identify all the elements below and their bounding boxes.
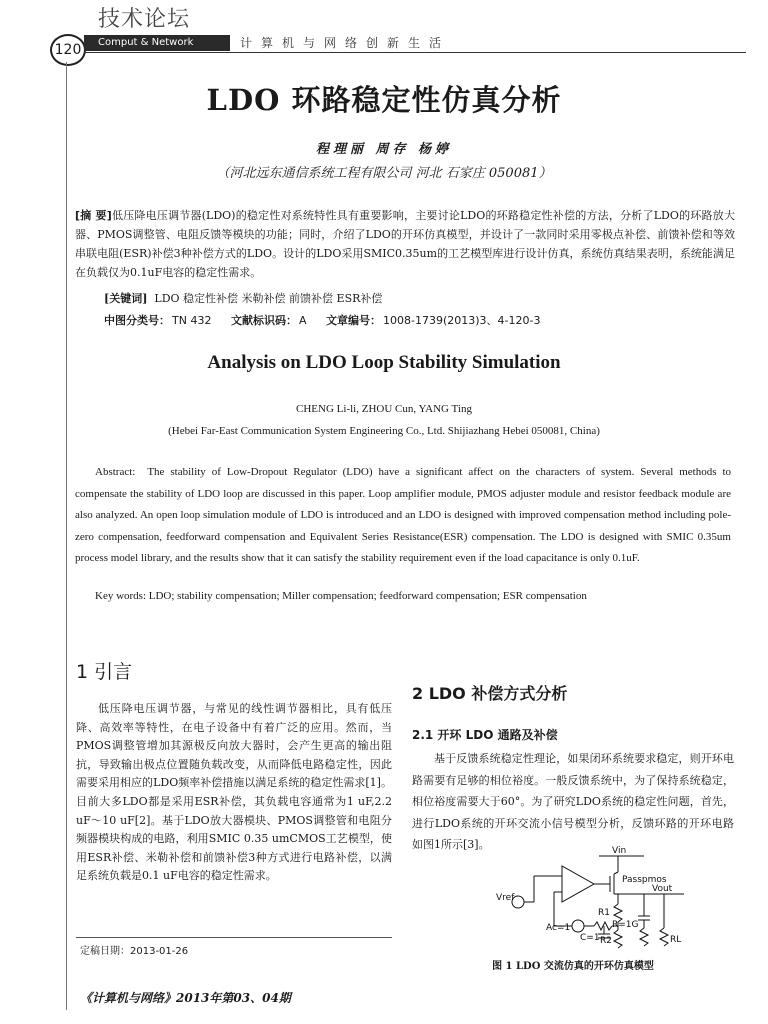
label-passpmos: Passpmos [622, 875, 667, 885]
keywords-english: Key words: LDO; stability compensation; Miller compensation; feedforward compensation; ESR compensation [95, 590, 587, 602]
keywords-chinese [104, 290, 382, 306]
journal-brand-english: Comput & Network [84, 35, 230, 51]
affiliation-english: (Hebei Far-East Communication System Engineering Co., Ltd. Shijiazhang Hebei 050081, China) [168, 425, 600, 437]
section-2-1-paragraph: 基于反馈系统稳定性理论，如果闭环系统要求稳定，则开环电路需要有足够的相位裕度。一般反馈系统中，为了保持系统稳定，相位裕度需要大于60°。为了研究LDO系统的稳定性问题，首先，进行LDO系统的开环交流小信号模型分析，反馈环路的开环电路如图1所示[3]。 [412, 752, 734, 851]
section-1-paragraph: 低压降电压调节器，与常见的线性调节器相比，具有低压降、高效率等特性，在电子设备中有着广泛的应用。然而，当PMOS调整管增加其源极反向放大器时，会产生更高的输出阻抗，导致输出极点位置随负载改变，从而降低电路稳定性，因此需要采用相应的LDO频率补偿措施以满足系统的稳定性需求[1]。目前大多LDO都是采用ESR补偿，其负载电容通常为1 uF,2.2 uF～10 uF[2]。基于LDO放大器模块、PMOS调整管和电阻分频器模块构成的电路，利用SMIC 0.35 umCMOS工艺模型，使用ESR补偿、米勒补偿和前馈补偿3种方式进行电路补偿，以满足系统负载是0.1 uF电容的稳定性需求。 [76, 702, 392, 883]
clc-value: TN 432 [172, 314, 212, 327]
affiliation-chinese: （河北远东通信系统工程有限公司 河北 石家庄 050081） [216, 166, 552, 181]
received-date-footnote: 定稿日期：2013-01-26 [80, 946, 189, 957]
label-vref: Vref [496, 893, 515, 903]
keywords-chinese-text: LDO 稳定性补偿 米勒补偿 前馈补偿 ESR补偿 [154, 292, 383, 305]
article-no-value: 1008-1739(2013)3、4-120-3 [382, 314, 541, 327]
abstract-english-text: The stability of Low-Dropout Regulator (LDO) have a significant affect on the characters of system. Several methods to compensate the stability of LDO loop are discussed in this paper. Loop amplifier module, PMOS adjuster module and resistor feedback module are also analyzed. An open loop simulation module of LDO is introduced and an LDO is designed with improved compensation method including pole-zero compensation, feedforward compensation and Equivalent Series Resistance(ESR) compensation. The LDO is designed with SMIC 0.35um process model library, and the results show that it can satisfy the stability requirement even if the load capacitance is only 0.1uF. [75, 466, 731, 564]
label-r2: R2 [600, 936, 612, 946]
paper-title-english: Analysis on LDO Loop Stability Simulation [207, 352, 561, 373]
label-vout: Vout [652, 884, 673, 894]
label-ac: Ac=1 [546, 923, 571, 933]
margin-rule [66, 62, 67, 1010]
figure-1-caption: 图 1 LDO 交流仿真的开环仿真模型 [492, 961, 654, 972]
page-number: 120 [50, 34, 86, 66]
label-r1g: R=1G [612, 920, 639, 930]
section-2-1-body [412, 748, 734, 856]
authors-chinese: 程理丽 周存 杨婷 [315, 142, 453, 157]
section-1-body [76, 700, 392, 886]
ldo-open-loop-circuit-diagram [494, 844, 694, 952]
abstract-english [75, 462, 731, 570]
abstract-chinese [75, 206, 735, 282]
paper-title-chinese: LDO 环路稳定性仿真分析 [206, 83, 562, 117]
authors-english: CHENG Li-li, ZHOU Cun, YANG Ting [296, 403, 472, 415]
keywords-chinese-label: [关键词] [104, 292, 148, 305]
section-name: 计算机与网络创新生活 [240, 36, 451, 50]
label-vin: Vin [612, 846, 627, 856]
label-rl: RL [670, 935, 682, 945]
journal-brand-chinese: 技术论坛 [98, 7, 191, 32]
article-no-label: 文章编号： [325, 314, 381, 327]
doc-code-label: 文献标识码： [230, 314, 297, 327]
classification-line [104, 312, 540, 328]
label-c1: C=1 [580, 933, 600, 943]
label-r1: R1 [598, 908, 610, 918]
clc-label: 中图分类号： [104, 314, 170, 327]
section-2-1-heading: 2.1 开环 LDO 通路及补偿 [412, 728, 558, 742]
abstract-chinese-label: [摘 要] [75, 209, 112, 222]
header-rule [84, 52, 746, 53]
doc-code-value: A [298, 314, 307, 327]
journal-issue-footer: 《计算机与网络》2013年第03、04期 [80, 991, 291, 1005]
section-1-heading: 1 引言 [76, 661, 133, 683]
abstract-chinese-text: 低压降电压调节器(LDO)的稳定性对系统特性具有重要影响，主要讨论LDO的环路稳定性补偿的方法，分析了LDO的环路放大器、PMOS调整管、电阻反馈等模块的功能；同时，介绍了LDO的开环仿真模型，并设计了一款同时采用零极点补偿、前馈补偿和等效串联电阻(ESR)补偿3种补偿方式的LDO。设计的LDO采用SMIC0.35um的工艺模型库进行设计仿真，系统仿真结果表明，系统能满足在负载仅为0.1uF电容的稳定性需求。 [75, 209, 735, 279]
footnote-rule [76, 937, 392, 938]
section-2-heading: 2 LDO 补偿方式分析 [412, 684, 568, 703]
abstract-english-label: Abstract: [95, 466, 136, 478]
